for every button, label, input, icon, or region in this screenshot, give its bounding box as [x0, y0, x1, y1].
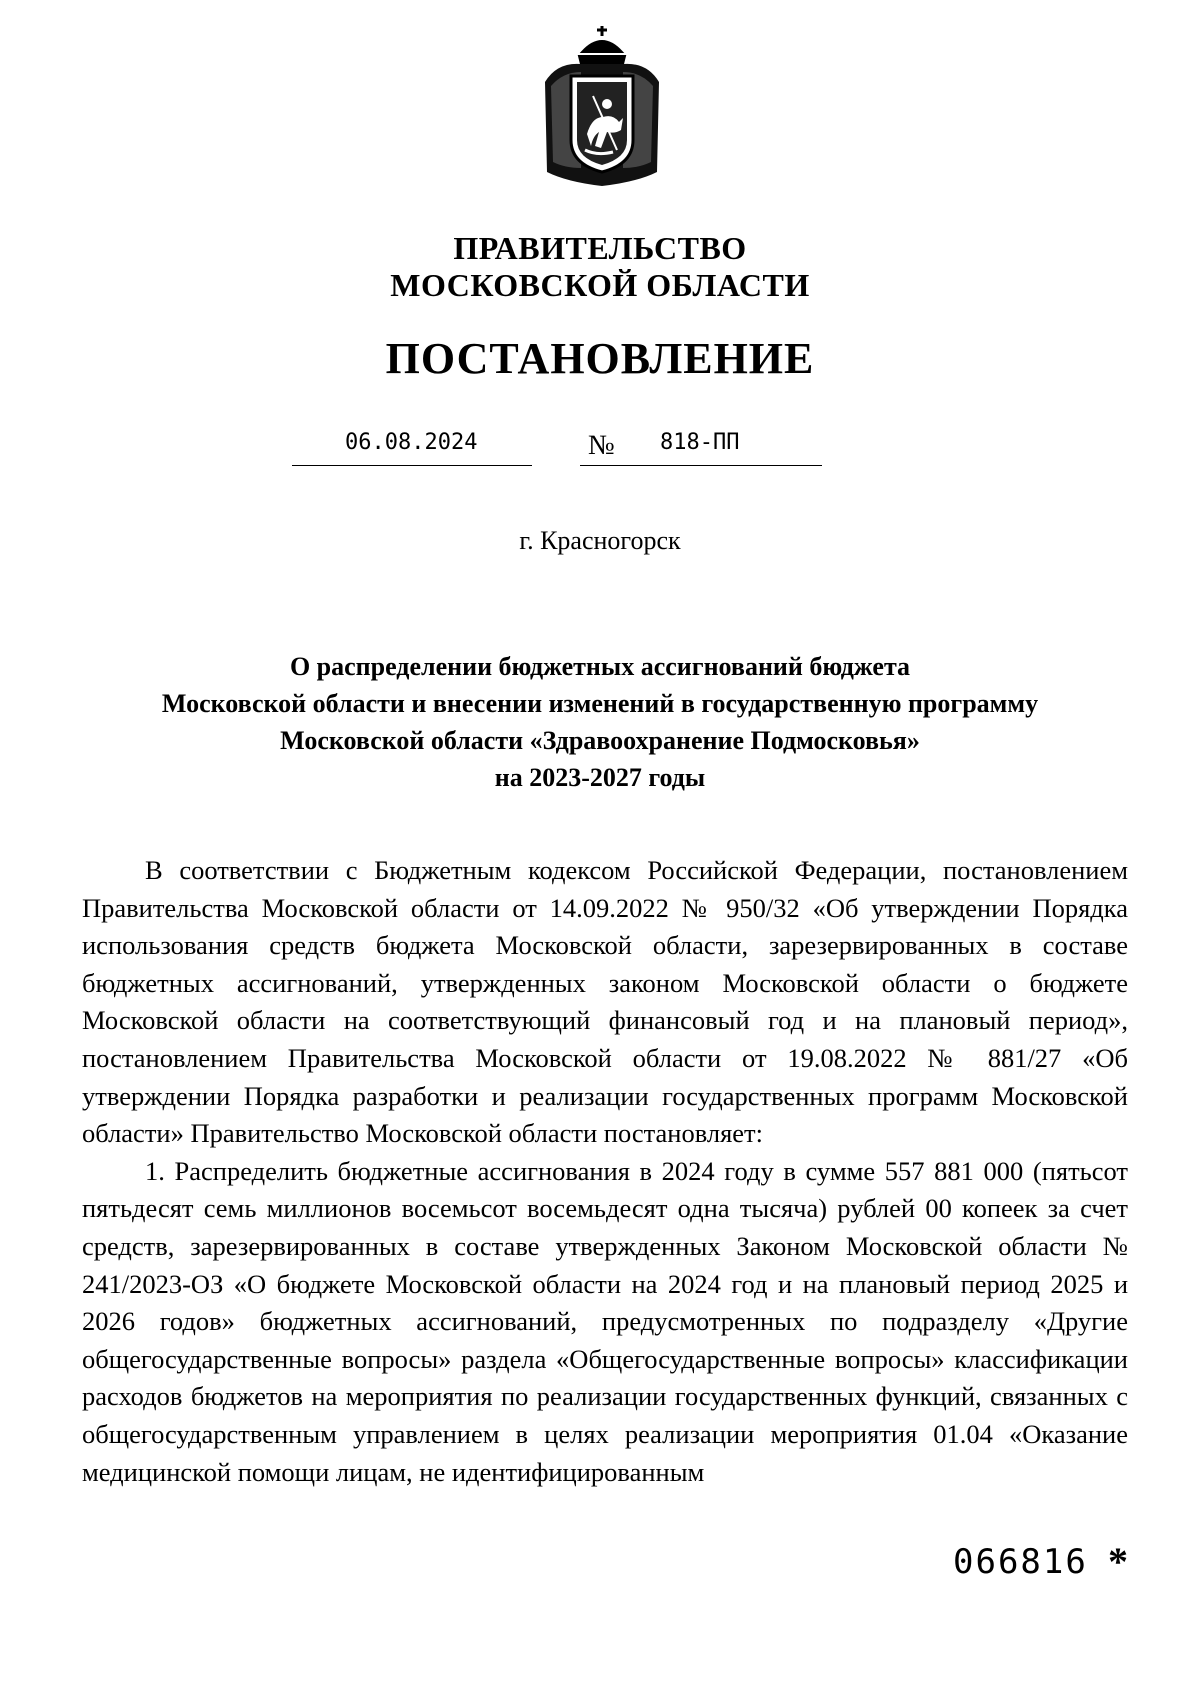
title-line: Московской области и внесении изменений в государственную программу [161, 689, 1039, 718]
city: г. Красногорск [519, 526, 681, 555]
body-paragraph: 1. Распределить бюджетные ассигнования в 2024 году в сумме 557 881 000 (пятьсот пятьдесят семь миллионов восемьсот восемьдесят одна тысяча) рублей 00 копеек за счет средств, зарезервированных в составе утвержденных Законом Московской области № 241/2023-ОЗ «О бюджете Московской области на 2024 год и на плановый период 2025 и 2026 годов» бюджетных ассигнований, предусмотренных по подразделу «Другие общегосударственные вопросы» раздела «Общегосударственные вопросы» классификации расходов бюджетов на мероприятия по реализации государственных функций, связанных с общегосударственным управлением в целях реализации мероприятия 01.04 «Оказание медицинской помощи лицам, не идентифицированным [82, 1155, 1128, 1487]
document-date: 06.08.2024 [345, 430, 478, 455]
serial-number: 066816 [953, 1542, 1088, 1582]
authority-name-line-2: МОСКОВСКОЙ ОБЛАСТИ [390, 267, 810, 303]
title-line: на 2023-2027 годы [494, 763, 706, 792]
serial-mark: * [1108, 1539, 1128, 1584]
title-line: Московской области «Здравоохранение Подмосковья» [280, 726, 920, 755]
number-underline [580, 465, 822, 466]
document-type: ПОСТАНОВЛЕНИЕ [385, 334, 815, 383]
authority-name-line-1: ПРАВИТЕЛЬСТВО [453, 230, 747, 266]
coat-of-arms-icon [537, 22, 667, 188]
body-paragraph: В соответствии с Бюджетным кодексом Российской Федерации, постановлением Правительства Московской области от 14.09.2022 № 950/32 «Об утверждении Порядка использования средств бюджета Московской области, зарезервированных в составе бюджетных ассигнований, утвержденных законом Московской области о бюджете Московской области на соответствующий финансовый год и на плановый период», постановлением Правительства Московской области от 19.08.2022 № 881/27 «Об утверждении Порядка разработки и реализации государственных программ Московской области» Правительство Московской области постановляет: [82, 855, 1128, 1149]
document-number: 818-ПП [660, 430, 740, 455]
document-title [80, 648, 1120, 796]
document-body [82, 852, 1128, 1491]
date-underline [292, 465, 532, 466]
title-line: О распределении бюджетных ассигнований бюджета [289, 652, 911, 681]
number-sign: № [588, 430, 615, 461]
